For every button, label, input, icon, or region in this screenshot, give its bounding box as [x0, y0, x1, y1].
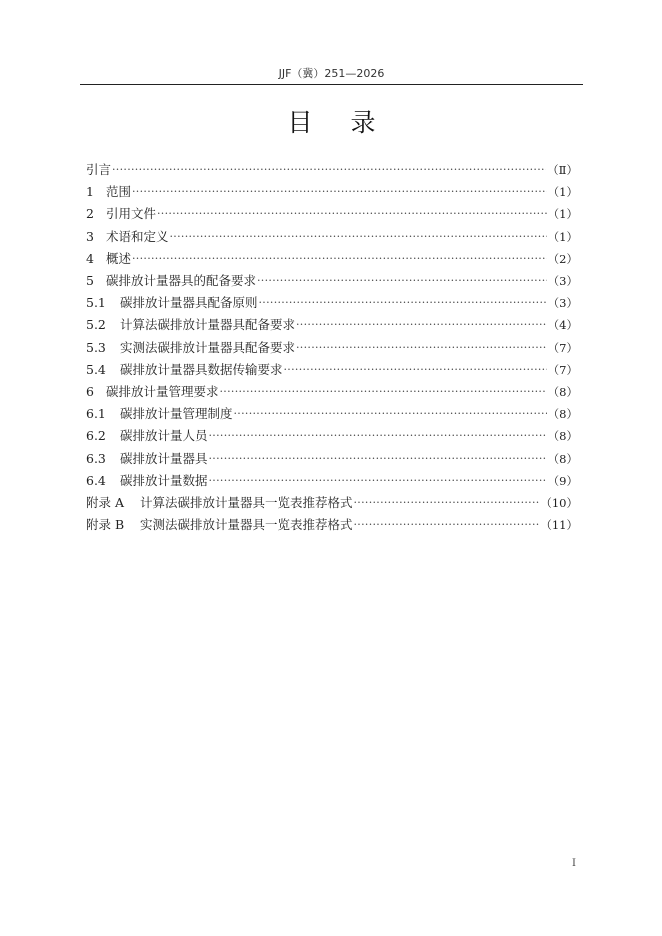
toc-dot-leader — [170, 229, 547, 245]
toc-entry-number: 6.3 — [86, 450, 106, 466]
running-header: JJF（冀）251—2026 — [278, 67, 385, 80]
toc-entry-number: 附录 A — [86, 494, 125, 510]
toc-dot-leader — [157, 206, 547, 222]
table-of-contents — [86, 159, 578, 536]
toc-page-number: （7） — [547, 340, 578, 355]
header-rule — [80, 84, 583, 85]
toc-entry-number: 5.2 — [86, 317, 106, 333]
toc-page-number: （9） — [547, 473, 578, 488]
toc-entry-label: 碳排放计量器具数据传输要求 — [120, 361, 283, 377]
toc-dot-leader — [209, 473, 547, 489]
toc-page-number: （2） — [547, 251, 578, 266]
toc-page-number: （1） — [547, 229, 578, 244]
toc-entry-number: 6.2 — [86, 428, 106, 444]
toc-entry-number: 2 — [86, 206, 94, 222]
toc-entry-label: 术语和定义 — [106, 228, 169, 244]
toc-entry-label: 计算法碳排放计量器具一览表推荐格式 — [140, 494, 353, 510]
toc-page-number: （Ⅱ） — [547, 163, 578, 178]
toc-page-number: （8） — [547, 429, 578, 444]
toc-page-number: （11） — [540, 518, 578, 533]
toc-dot-leader — [296, 317, 547, 333]
page-title: 目录 — [287, 108, 414, 137]
toc-entry-label: 碳排放计量管理制度 — [120, 406, 233, 422]
toc-entry-4[interactable] — [86, 248, 578, 270]
toc-dot-leader — [354, 517, 540, 533]
toc-entry-label: 概述 — [106, 250, 132, 266]
toc-entry-2[interactable] — [86, 203, 578, 225]
toc-entry-6-4[interactable] — [86, 470, 578, 492]
toc-entry-number: 1 — [86, 184, 94, 200]
toc-entry-6-2[interactable] — [86, 425, 578, 447]
toc-entry-introduction[interactable] — [86, 159, 578, 181]
toc-entry-6-3[interactable] — [86, 447, 578, 469]
toc-entry-label: 碳排放计量器具配备原则 — [120, 295, 258, 311]
page-number: I — [572, 858, 576, 869]
toc-entry-label: 碳排放计量管理要求 — [106, 383, 219, 399]
toc-dot-leader — [257, 273, 547, 289]
toc-page-number: （8） — [547, 407, 578, 422]
toc-entry-5-2[interactable] — [86, 314, 578, 336]
toc-entry-label: 碳排放计量数据 — [120, 472, 208, 488]
toc-entry-number: 6.1 — [86, 406, 106, 422]
toc-entry-number: 5.4 — [86, 361, 106, 377]
toc-dot-leader — [132, 184, 547, 200]
toc-entry-number: 5.3 — [86, 339, 106, 355]
toc-page-number: （8） — [547, 451, 578, 466]
toc-page-number: （3） — [547, 296, 578, 311]
toc-entry-number: 附录 B — [86, 517, 125, 533]
toc-entry-6[interactable] — [86, 381, 578, 403]
toc-entry-5-3[interactable] — [86, 337, 578, 359]
toc-entry-label: 实测法碳排放计量器具配备要求 — [120, 339, 296, 355]
toc-dot-leader — [132, 251, 547, 267]
toc-dot-leader — [284, 362, 547, 378]
toc-entry-6-1[interactable] — [86, 403, 578, 425]
toc-dot-leader — [209, 428, 547, 444]
toc-entry-5-4[interactable] — [86, 359, 578, 381]
toc-entry-label: 范围 — [106, 184, 132, 200]
toc-page-number: （1） — [547, 185, 578, 200]
toc-page-number: （10） — [540, 495, 578, 510]
toc-entry-number: 4 — [86, 250, 94, 266]
toc-entry-appendix-a[interactable] — [86, 492, 578, 514]
toc-dot-leader — [220, 384, 547, 400]
toc-dot-leader — [209, 451, 547, 467]
toc-entry-label: 实测法碳排放计量器具一览表推荐格式 — [140, 517, 353, 533]
toc-entry-number: 3 — [86, 228, 94, 244]
toc-page-number: （4） — [547, 318, 578, 333]
toc-page-number: （7） — [547, 362, 578, 377]
toc-page-number: （3） — [547, 274, 578, 289]
toc-entry-number: 6 — [86, 383, 94, 399]
toc-entry-1[interactable] — [86, 181, 578, 203]
toc-entry-label: 计算法碳排放计量器具配备要求 — [120, 317, 296, 333]
toc-entry-label: 碳排放计量器具 — [120, 450, 208, 466]
toc-page-number: （8） — [547, 384, 578, 399]
toc-dot-leader — [259, 295, 547, 311]
toc-entry-number: 5.1 — [86, 295, 106, 311]
toc-entry-label: 碳排放计量器具的配备要求 — [106, 273, 257, 289]
toc-dot-leader — [112, 162, 546, 178]
toc-page-number: （1） — [547, 207, 578, 222]
toc-entry-3[interactable] — [86, 226, 578, 248]
toc-entry-5[interactable] — [86, 270, 578, 292]
toc-entry-number: 5 — [86, 273, 94, 289]
toc-entry-appendix-b[interactable] — [86, 514, 578, 536]
toc-entry-label: 碳排放计量人员 — [120, 428, 208, 444]
toc-dot-leader — [296, 340, 547, 356]
toc-dot-leader — [234, 406, 547, 422]
toc-entry-label: 引用文件 — [106, 206, 157, 222]
toc-dot-leader — [354, 495, 540, 511]
toc-entry-number: 6.4 — [86, 472, 106, 488]
toc-entry-5-1[interactable] — [86, 292, 578, 314]
toc-entry-label: 引言 — [86, 162, 112, 178]
